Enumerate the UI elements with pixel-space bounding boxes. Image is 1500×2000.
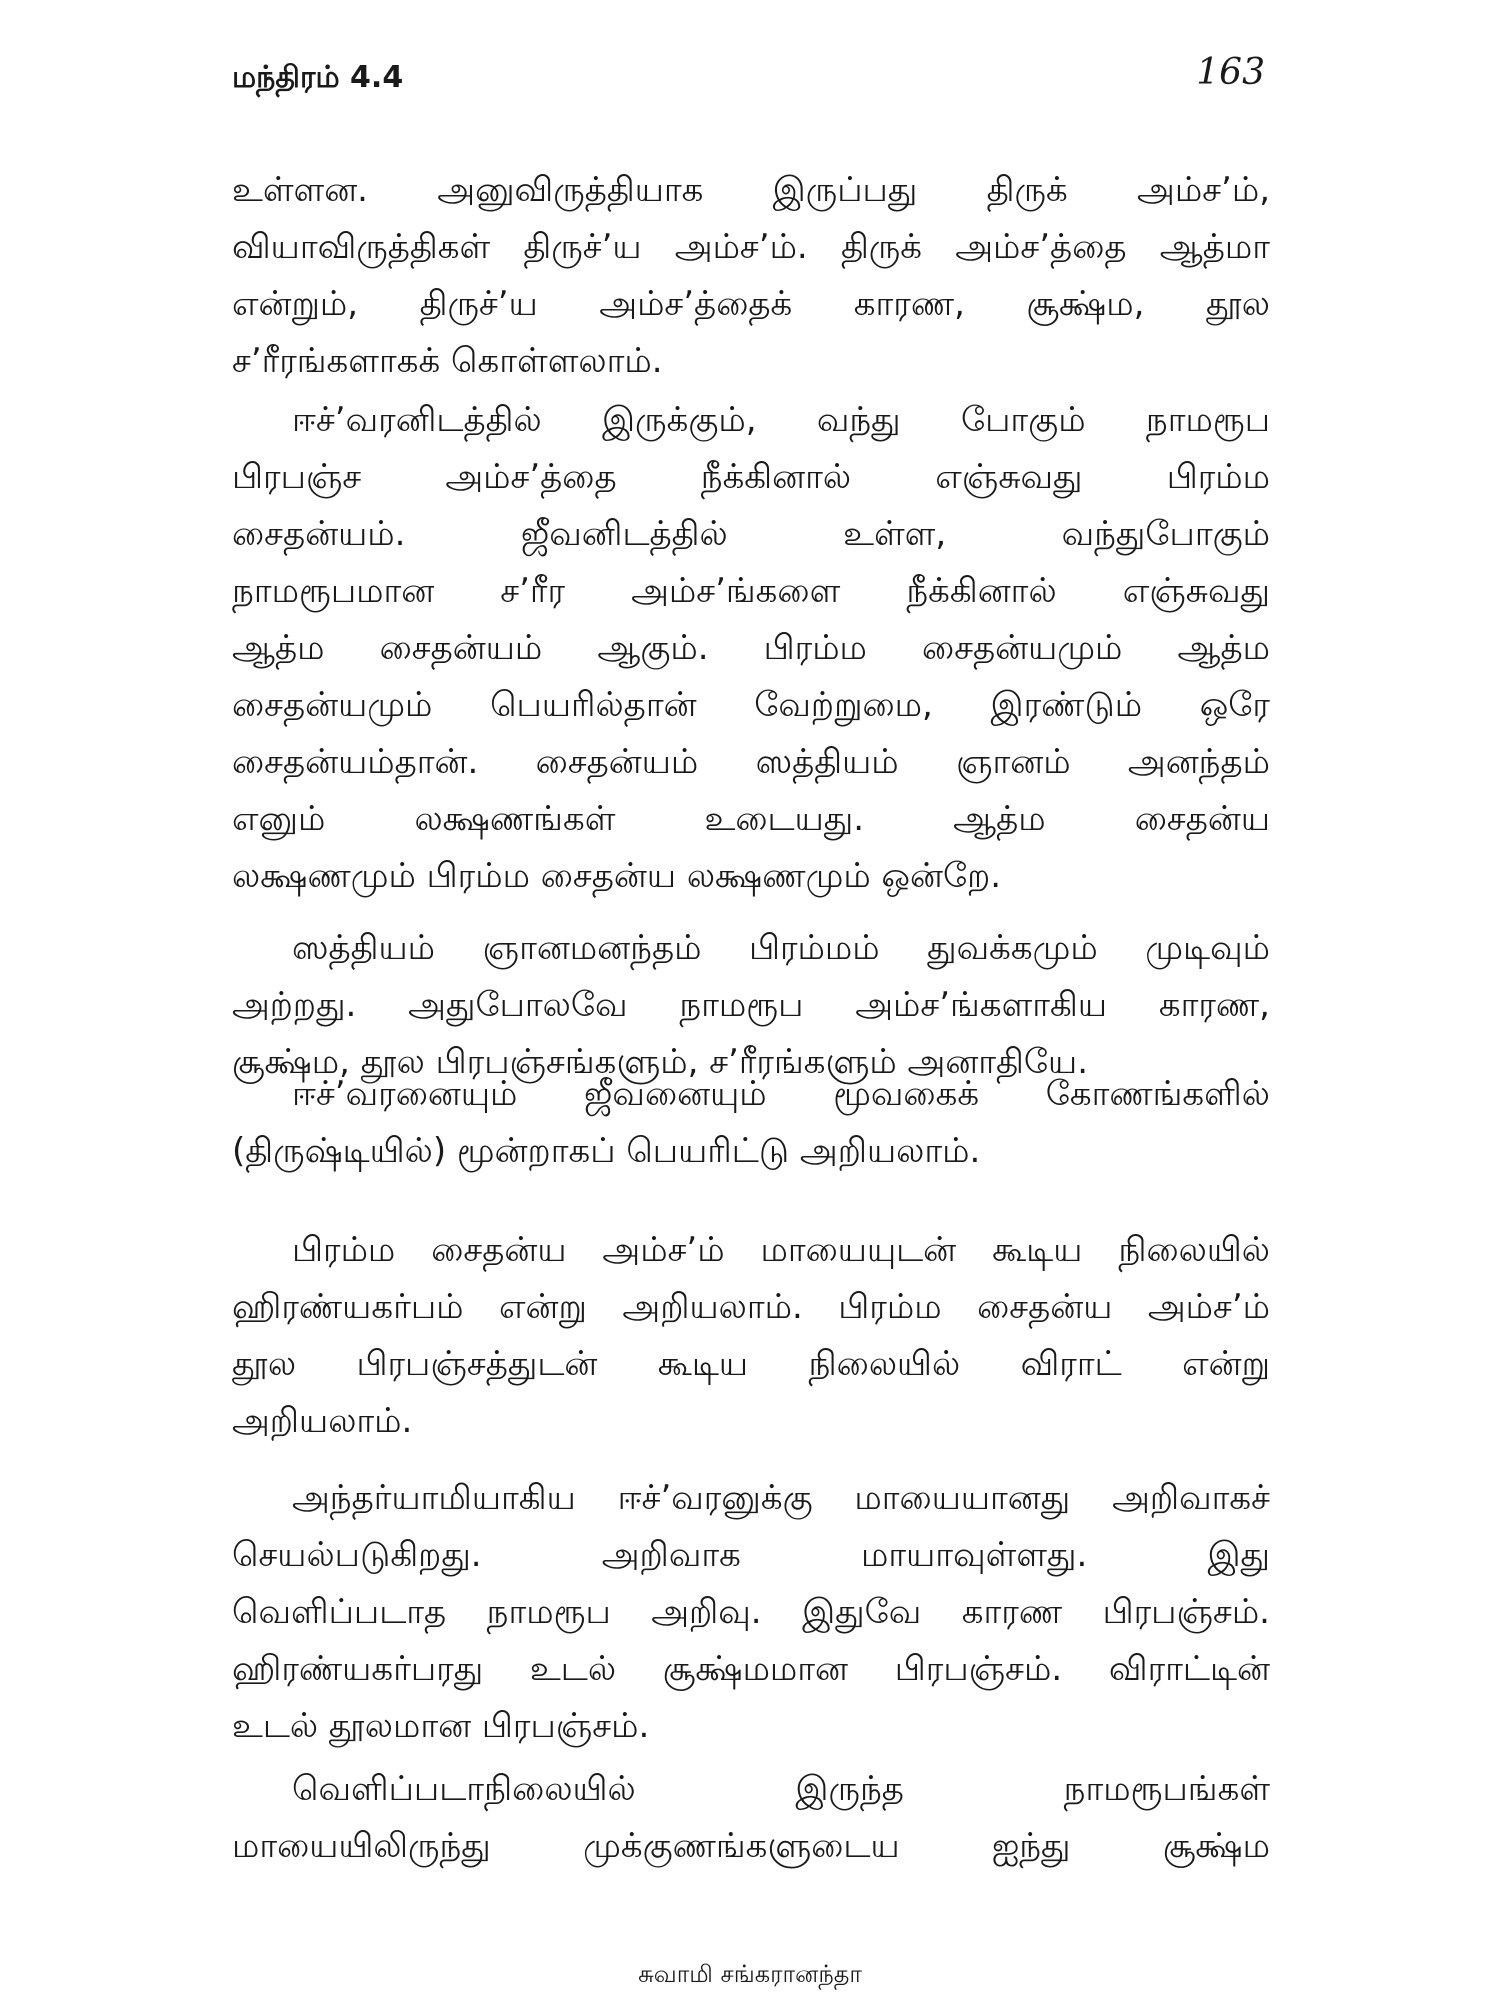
text-line: ஹிரண்யகர்பரது உடல் சூக்ஷ்மமான பிரபஞ்சம். விராட்டின்	[232, 1649, 1270, 1689]
text-line: சைதன்யம். ஜீவனிடத்தில் உள்ள, வந்துபோகும்	[232, 514, 1270, 554]
running-header-section: மந்திரம் 4.4	[232, 60, 404, 95]
text-line: அறியலாம்.	[232, 1401, 413, 1441]
paragraph	[232, 1222, 1270, 1450]
paragraph	[232, 162, 1270, 390]
text-line: வியாவிருத்திகள் திருச்’ய அம்ச’ம். திருக் அம்ச’த்தை ஆத்மா	[232, 227, 1270, 267]
text-line: எனும் லக்ஷணங்கள் உடையது. ஆத்ம சைதன்ய	[232, 799, 1270, 839]
text-line: என்றும், திருச்’ய அம்ச’த்தைக் காரண, சூக்ஷ்ம, தூல	[232, 284, 1270, 324]
paragraph	[232, 392, 1270, 905]
text-line: பிரம்ம சைதன்ய அம்ச’ம் மாயையுடன் கூடிய நிலையில்	[292, 1230, 1270, 1270]
text-line: தூல பிரபஞ்சத்துடன் கூடிய நிலையில் விராட் என்று	[232, 1344, 1270, 1384]
text-line: சூக்ஷ்ம, தூல பிரபஞ்சங்களும், ச’ரீரங்களும் அனாதியே.	[232, 1042, 1089, 1082]
text-line: ஈச்’வரனிடத்தில் இருக்கும், வந்து போகும் நாமரூப	[292, 400, 1270, 440]
text-line: ஆத்ம சைதன்யம் ஆகும். பிரம்ம சைதன்யமும் ஆத்ம	[232, 628, 1270, 668]
text-line: (திருஷ்டியில்) மூன்றாகப் பெயரிட்டு அறியலாம்.	[232, 1131, 981, 1171]
text-line: வெளிப்படாநிலையில் இருந்த நாமரூபங்கள்	[292, 1769, 1270, 1809]
text-line: உள்ளன. அனுவிருத்தியாக இருப்பது திருக் அம்ச’ம்,	[232, 170, 1270, 210]
text-line: செயல்படுகிறது. அறிவாக மாயாவுள்ளது. இது	[232, 1535, 1270, 1575]
text-line: ஸத்தியம் ஞானமனந்தம் பிரம்மம் துவக்கமும் முடிவும்	[292, 928, 1270, 968]
text-line: நாமரூபமான ச’ரீர அம்ச’ங்களை நீக்கினால் எஞ்சுவது	[232, 571, 1270, 611]
text-line: அந்தர்யாமியாகிய ஈச்’வரனுக்கு மாயையானது அறிவாகச்	[292, 1478, 1270, 1518]
text-line: அற்றது. அதுபோலவே நாமரூப அம்ச’ங்களாகிய காரண,	[232, 985, 1270, 1025]
paragraph	[232, 1066, 1270, 1180]
text-line: லக்ஷணமும் பிரம்ம சைதன்ய லக்ஷணமும் ஒன்றே.	[232, 856, 1002, 896]
text-line: வெளிப்படாத நாமரூப அறிவு. இதுவே காரண பிரபஞ்சம்.	[232, 1592, 1270, 1632]
paragraph	[232, 1761, 1270, 1875]
footer-author: சுவாமி சங்கரானந்தா	[638, 1960, 862, 1988]
text-line: உடல் தூலமான பிரபஞ்சம்.	[232, 1706, 650, 1746]
paragraph	[232, 1470, 1270, 1755]
text-line: மாயையிலிருந்து முக்குணங்களுடைய ஐந்து சூக்ஷ்ம	[232, 1826, 1270, 1866]
text-line: ச’ரீரங்களாகக் கொள்ளலாம்.	[232, 341, 663, 381]
text-line: சைதன்யம்தான். சைதன்யம் ஸத்தியம் ஞானம் அனந்தம்	[232, 742, 1270, 782]
text-line: பிரபஞ்ச அம்ச’த்தை நீக்கினால் எஞ்சுவது பிரம்ம	[232, 457, 1270, 497]
page-number: 163	[1196, 52, 1265, 93]
text-line: சைதன்யமும் பெயரில்தான் வேற்றுமை, இரண்டும் ஒரே	[232, 685, 1270, 725]
text-line: ஈச்’வரனையும் ஜீவனையும் மூவகைக் கோணங்களில்	[292, 1074, 1270, 1114]
text-line: ஹிரண்யகர்பம் என்று அறியலாம். பிரம்ம சைதன்ய அம்ச’ம்	[232, 1287, 1270, 1327]
